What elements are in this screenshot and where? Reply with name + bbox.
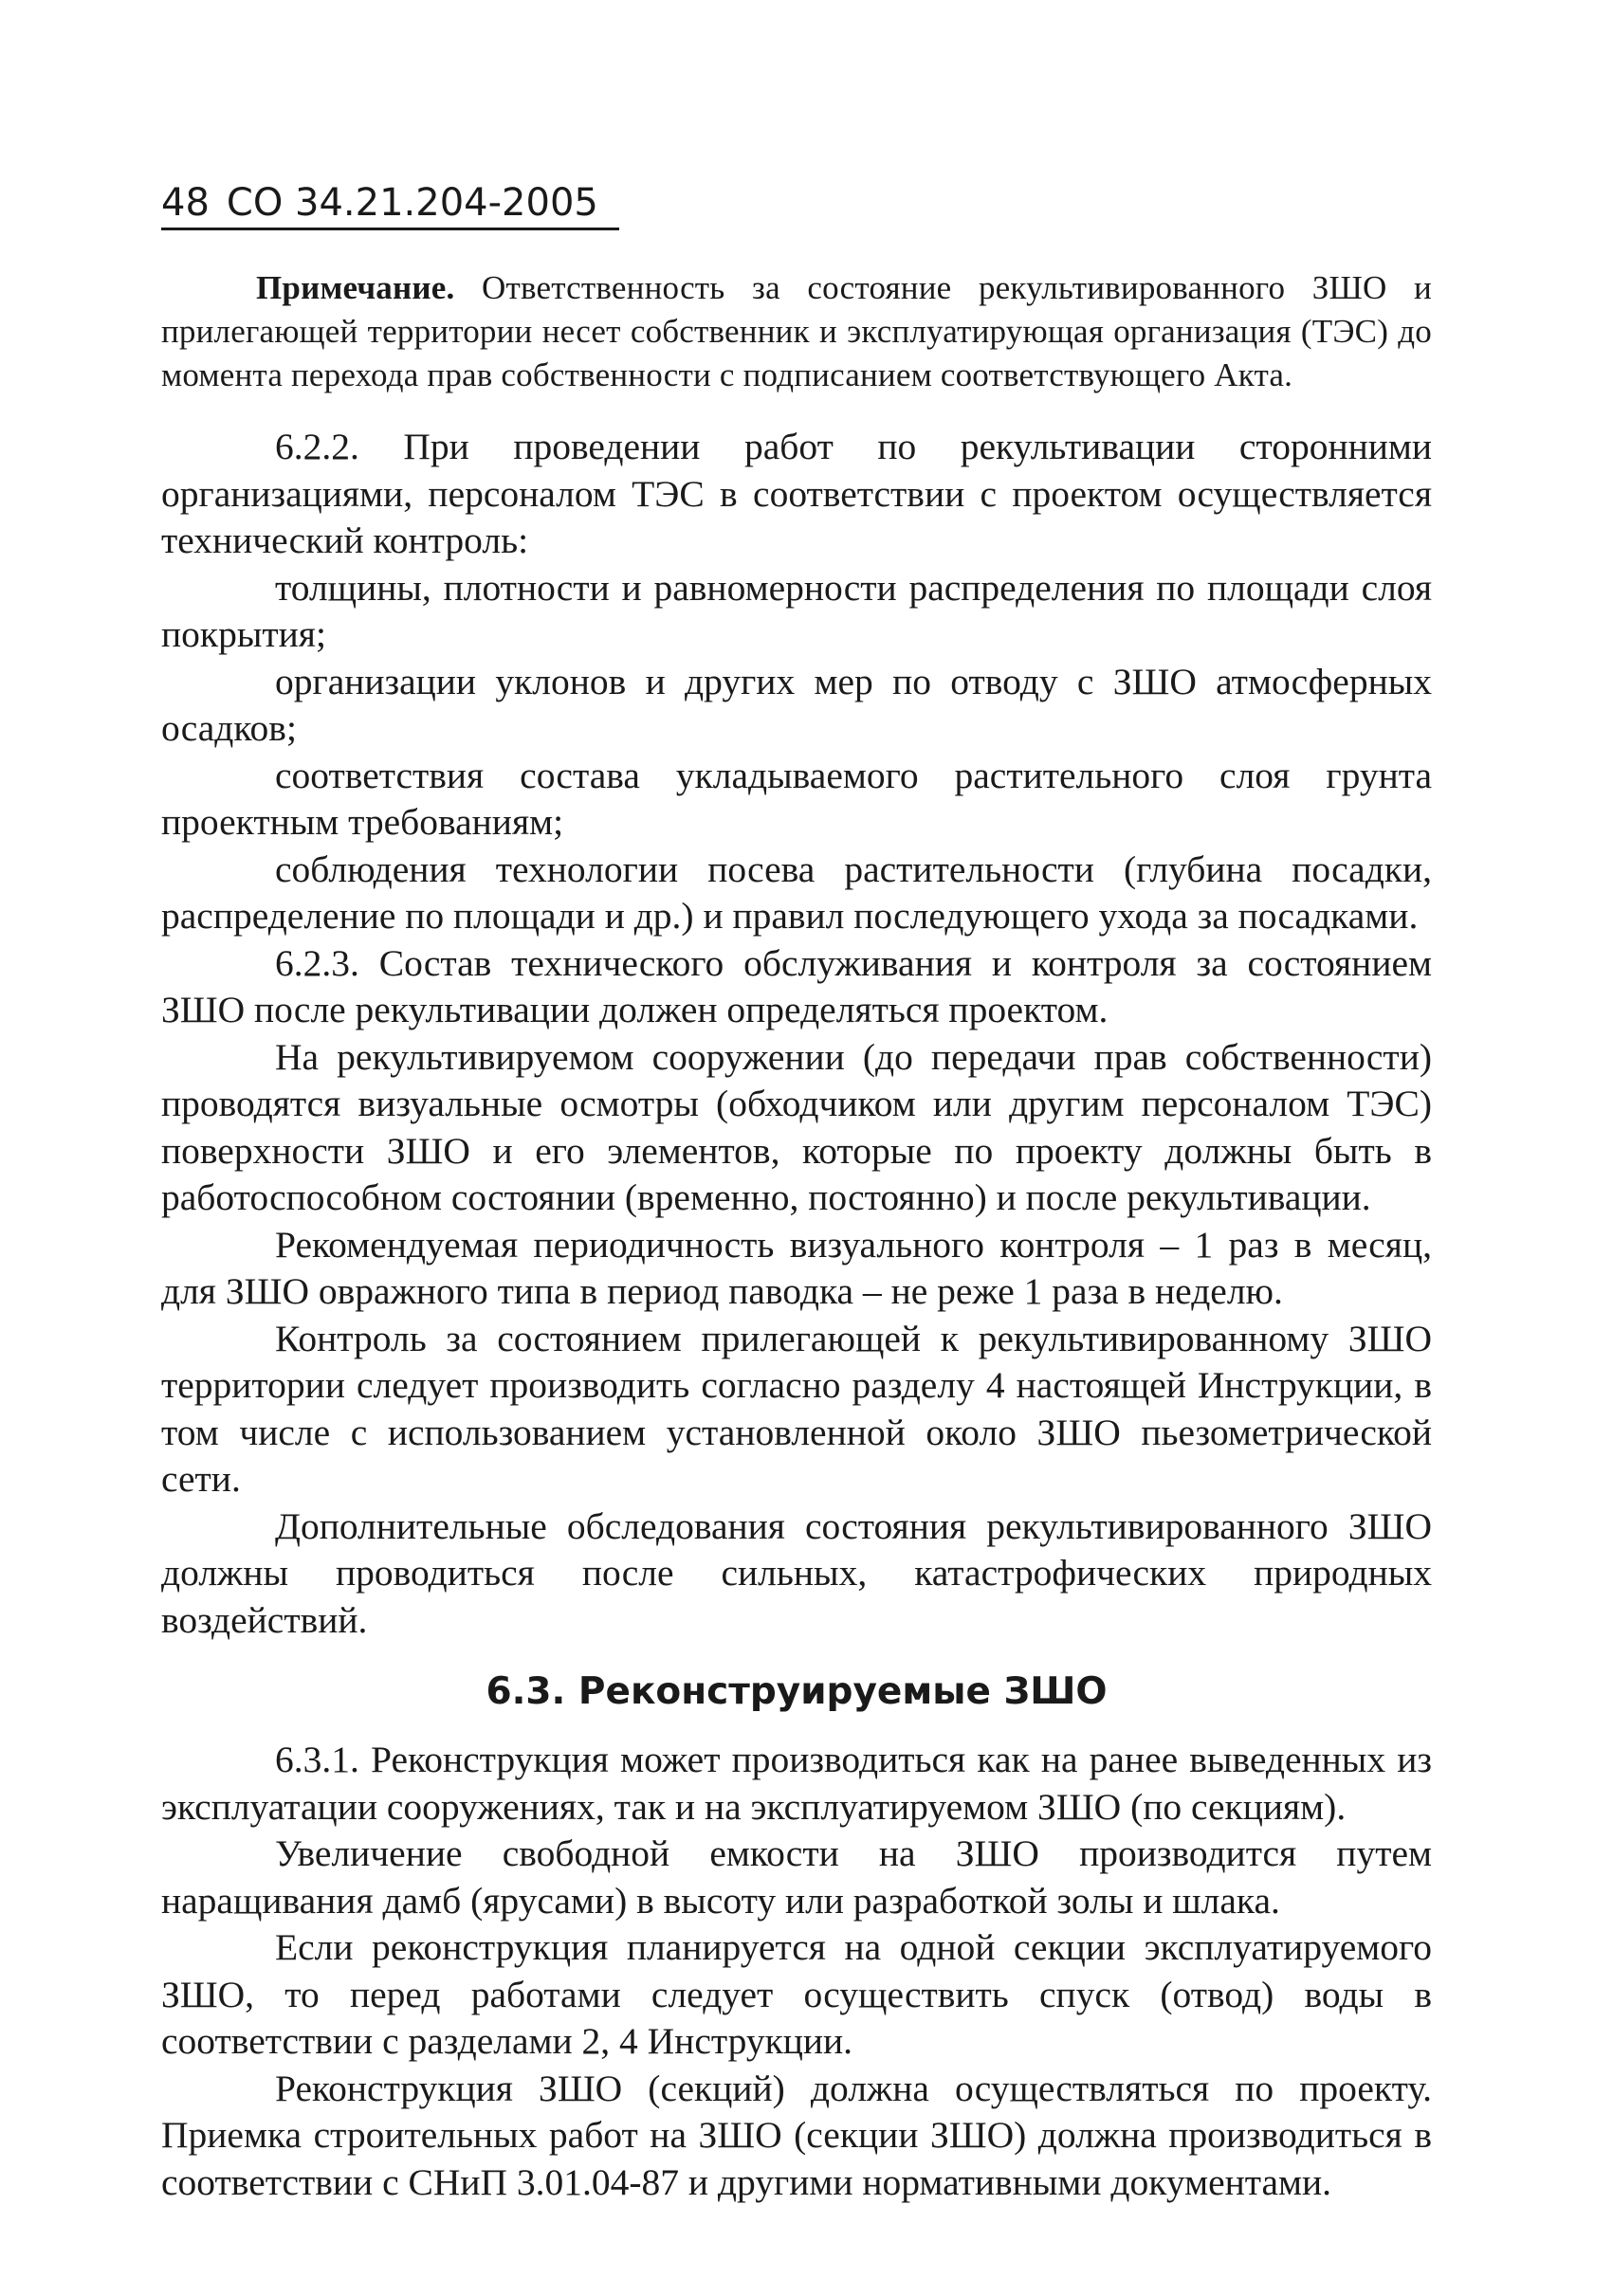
page-number: 48 [161,181,210,225]
page-header [161,180,619,230]
list-item-thickness: толщины, плотности и равномерности распределения по площади слоя покрытия; [161,566,1432,655]
paragraph-additional-surveys: Дополнительные обследования состояния рекультивированного ЗШО должны проводиться после сильных, катастрофических природных воздействий. [161,1504,1432,1641]
paragraph-inspection-frequency: Рекомендуемая периодичность визуального контроля – 1 раз в месяц, для ЗШО овражного типа в период паводка – не реже 1 раза в неделю. [161,1223,1432,1312]
paragraph-section-reconstruction: Если реконструкция планируется на одной секции эксплуатируемого ЗШО, то перед работами следует осуществить спуск (отвод) воды в соответствии с разделами 2, 4 Инструкции. [161,1926,1432,2062]
paragraph-6-2-3: 6.2.3. Состав технического обслуживания и контроля за состоянием ЗШО после рекультивации должен определяться проектом. [161,941,1432,1030]
section-heading-6-3: 6.3. Реконструируемые ЗШО [486,1670,1108,1713]
list-item-slopes: организации уклонов и других мер по отводу с ЗШО атмосферных осадков; [161,660,1432,749]
note-label: Примечание. [256,269,455,306]
document-code: СО 34.21.204-2005 [226,181,598,225]
paragraph-6-2-2: 6.2.2. При проведении работ по рекультивации сторонними организациями, персоналом ТЭС в соответствии с проектом осуществляется технический контроль: [161,426,1432,561]
document-page [161,180,1432,2206]
note-text: Ответственность за состояние рекультивированного ЗШО и прилегающей территории несет собственник и эксплуатирующая организация (ТЭС) до момента перехода прав собственности с подписанием соответствующего Акта. [161,269,1432,393]
paragraph-6-3-1: 6.3.1. Реконструкция может производиться как на ранее выведенных из эксплуатации сооружениях, так и на эксплуатируемом ЗШО (по секциям). [161,1739,1432,1828]
paragraph-project-acceptance: Реконструкция ЗШО (секций) должна осуществляться по проекту. Приемка строительных работ на ЗШО (секции ЗШО) должна производиться в соответствии с СНиП 3.01.04-87 и другими нормативными документами. [161,2067,1432,2203]
note-block [161,266,1432,397]
body-text [161,424,1432,2206]
list-item-soil-composition: соответствия состава укладываемого растительного слоя грунта проектным требованиям; [161,754,1432,843]
paragraph-capacity-increase: Увеличение свободной емкости на ЗШО производится путем наращивания дамб (ярусами) в высоту или разработкой золы и шлака. [161,1832,1432,1922]
paragraph-adjacent-territory: Контроль за состоянием прилегающей к рекультивированному ЗШО территории следует производить согласно разделу 4 настоящей Инструкции, в том числе с использованием установленной около ЗШО пьезометрической сети. [161,1317,1432,1500]
paragraph-visual-inspections: На рекультивируемом сооружении (до передачи прав собственности) проводятся визуальные осмотры (обходчиком или другим персоналом ТЭС) поверхности ЗШО и его элементов, которые по проекту должны быть в работоспособном состоянии (временно, постоянно) и после рекультивации. [161,1035,1432,1218]
list-item-sowing-technology: соблюдения технологии посева растительности (глубина посадки, распределение по площади и др.) и правил последующего ухода за посадками. [161,847,1432,937]
